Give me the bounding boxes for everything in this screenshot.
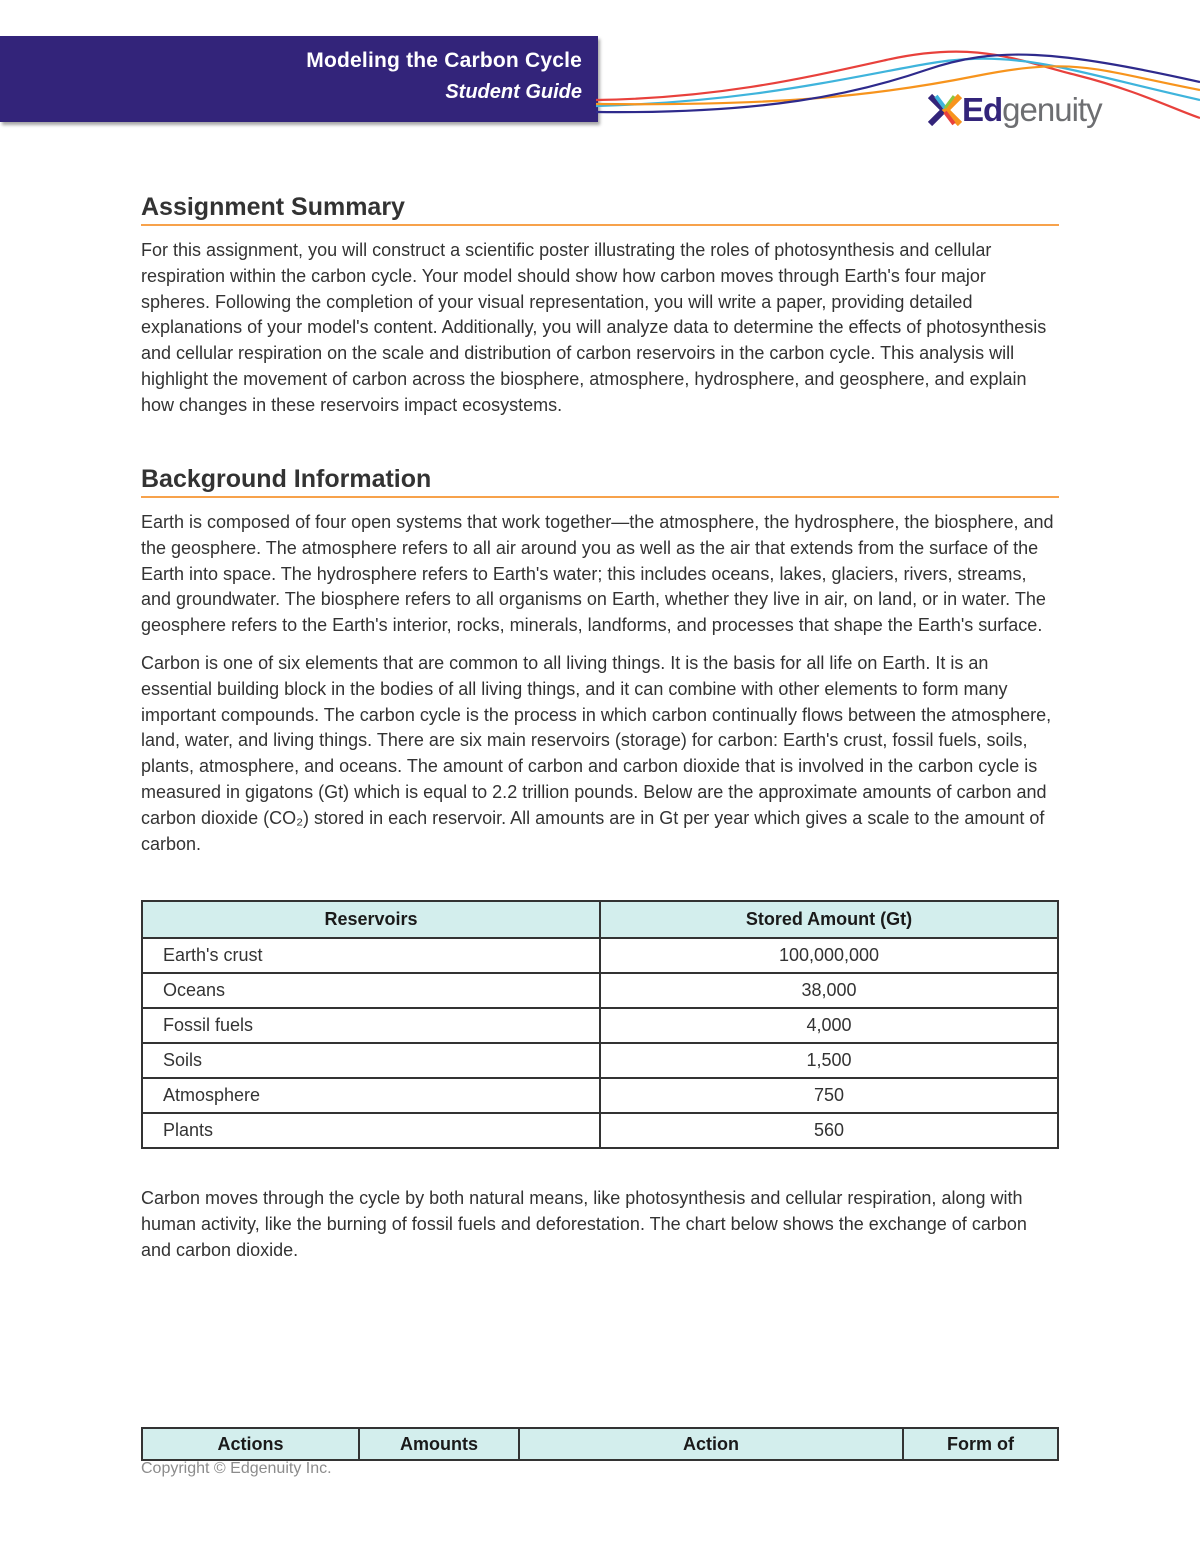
- edgenuity-logo: [928, 92, 1102, 128]
- document-title: Modeling the Carbon Cycle: [306, 49, 582, 72]
- reservoir-name: Atmosphere: [142, 1078, 600, 1113]
- assignment-summary-section: [141, 192, 1059, 419]
- reservoir-amount: 100,000,000: [600, 938, 1058, 973]
- actions-table: [141, 1427, 1059, 1461]
- carbon-movement-section: [141, 1186, 1059, 1263]
- column-header-action: Action: [519, 1428, 903, 1460]
- table-row: [142, 938, 1058, 973]
- reservoir-amount: 38,000: [600, 973, 1058, 1008]
- document-subtitle: Student Guide: [445, 81, 582, 103]
- reservoir-amount: 560: [600, 1113, 1058, 1148]
- decorative-waves: [596, 40, 1200, 120]
- background-paragraph-3: Carbon moves through the cycle by both natural means, like photosynthesis and cellular respiration, along with human activity, like the burning of fossil fuels and deforestation. The chart below shows the exchange of carbon and carbon dioxide.: [141, 1188, 1027, 1260]
- table-row: [142, 1113, 1058, 1148]
- reservoir-amount: 750: [600, 1078, 1058, 1113]
- reservoir-name: Oceans: [142, 973, 600, 1008]
- background-paragraph-2: Carbon is one of six elements that are common to all living things. It is the basis for all life on Earth. It is an essential building block in the bodies of all living things, and it can combine with other elements to form many important compounds. The carbon cycle is the process in which carbon continually flows between the atmosphere, land, water, and living things. There are six main reservoirs (storage) for carbon: Earth's crust, fossil fuels, soils, plants, atmosphere, and oceans. The amount of carbon and carbon dioxide that is involved in the carbon cycle is measured in gigatons (Gt) which is equal to 2.2 trillion pounds. Below are the approximate amounts of carbon and carbon dioxide (CO₂) stored in each reservoir. All amounts are in Gt per year which gives a scale to the amount of carbon.: [141, 652, 1052, 854]
- header-banner: [0, 36, 598, 122]
- reservoir-table-wrapper: [141, 900, 1059, 1149]
- copyright-footer: Copyright © Edgenuity Inc.: [141, 1460, 332, 1477]
- assignment-summary-text: For this assignment, you will construct a scientific poster illustrating the roles of photosynthesis and cellular respiration within the carbon cycle. Your model should show how carbon moves through Earth's four major spheres. Following the completion of your visual representation, you will write a paper, providing detailed explanations of your model's content. Additionally, you will analyze data to determine the effects of photosynthesis and cellular respiration on the scale and distribution of carbon reservoirs in the carbon cycle. This analysis will highlight the movement of carbon across the biosphere, atmosphere, hydrosphere, and geosphere, and explain how changes in these reservoirs impact ecosystems.: [141, 240, 1047, 415]
- reservoir-amount: 4,000: [600, 1008, 1058, 1043]
- logo-text-genuity: genuity: [1002, 91, 1102, 128]
- table-row: [142, 1008, 1058, 1043]
- column-header-form-of: Form of: [903, 1428, 1058, 1460]
- assignment-summary-heading: Assignment Summary: [141, 192, 1059, 226]
- reservoir-table: [141, 900, 1059, 1149]
- column-header-reservoirs: Reservoirs: [142, 901, 600, 938]
- reservoir-name: Soils: [142, 1043, 600, 1078]
- edgenuity-x-icon: [928, 94, 962, 126]
- table-header-row: [142, 1428, 1058, 1460]
- column-header-stored-amount: Stored Amount (Gt): [600, 901, 1058, 938]
- reservoir-name: Plants: [142, 1113, 600, 1148]
- actions-table-wrapper: [141, 1427, 1059, 1461]
- table-header-row: [142, 901, 1058, 938]
- table-row: [142, 973, 1058, 1008]
- background-paragraph-1: Earth is composed of four open systems that work together—the atmosphere, the hydrosphere, the biosphere, and the geosphere. The atmosphere refers to all air around you as well as the air that extends from the surface of the Earth into space. The hydrosphere refers to Earth's water; this includes oceans, lakes, glaciers, rivers, streams, and groundwater. The biosphere refers to all organisms on Earth, whether they live in air, on land, or in water. The geosphere refers to the Earth's interior, rocks, minerals, landforms, and processes that shape the Earth's surface.: [141, 512, 1054, 636]
- logo-text-ed: Ed: [962, 91, 1003, 128]
- background-heading: Background Information: [141, 464, 1059, 498]
- column-header-amounts: Amounts: [359, 1428, 519, 1460]
- background-section: [141, 464, 1059, 857]
- reservoir-amount: 1,500: [600, 1043, 1058, 1078]
- reservoir-name: Fossil fuels: [142, 1008, 600, 1043]
- table-row: [142, 1043, 1058, 1078]
- column-header-actions: Actions: [142, 1428, 359, 1460]
- table-row: [142, 1078, 1058, 1113]
- reservoir-name: Earth's crust: [142, 938, 600, 973]
